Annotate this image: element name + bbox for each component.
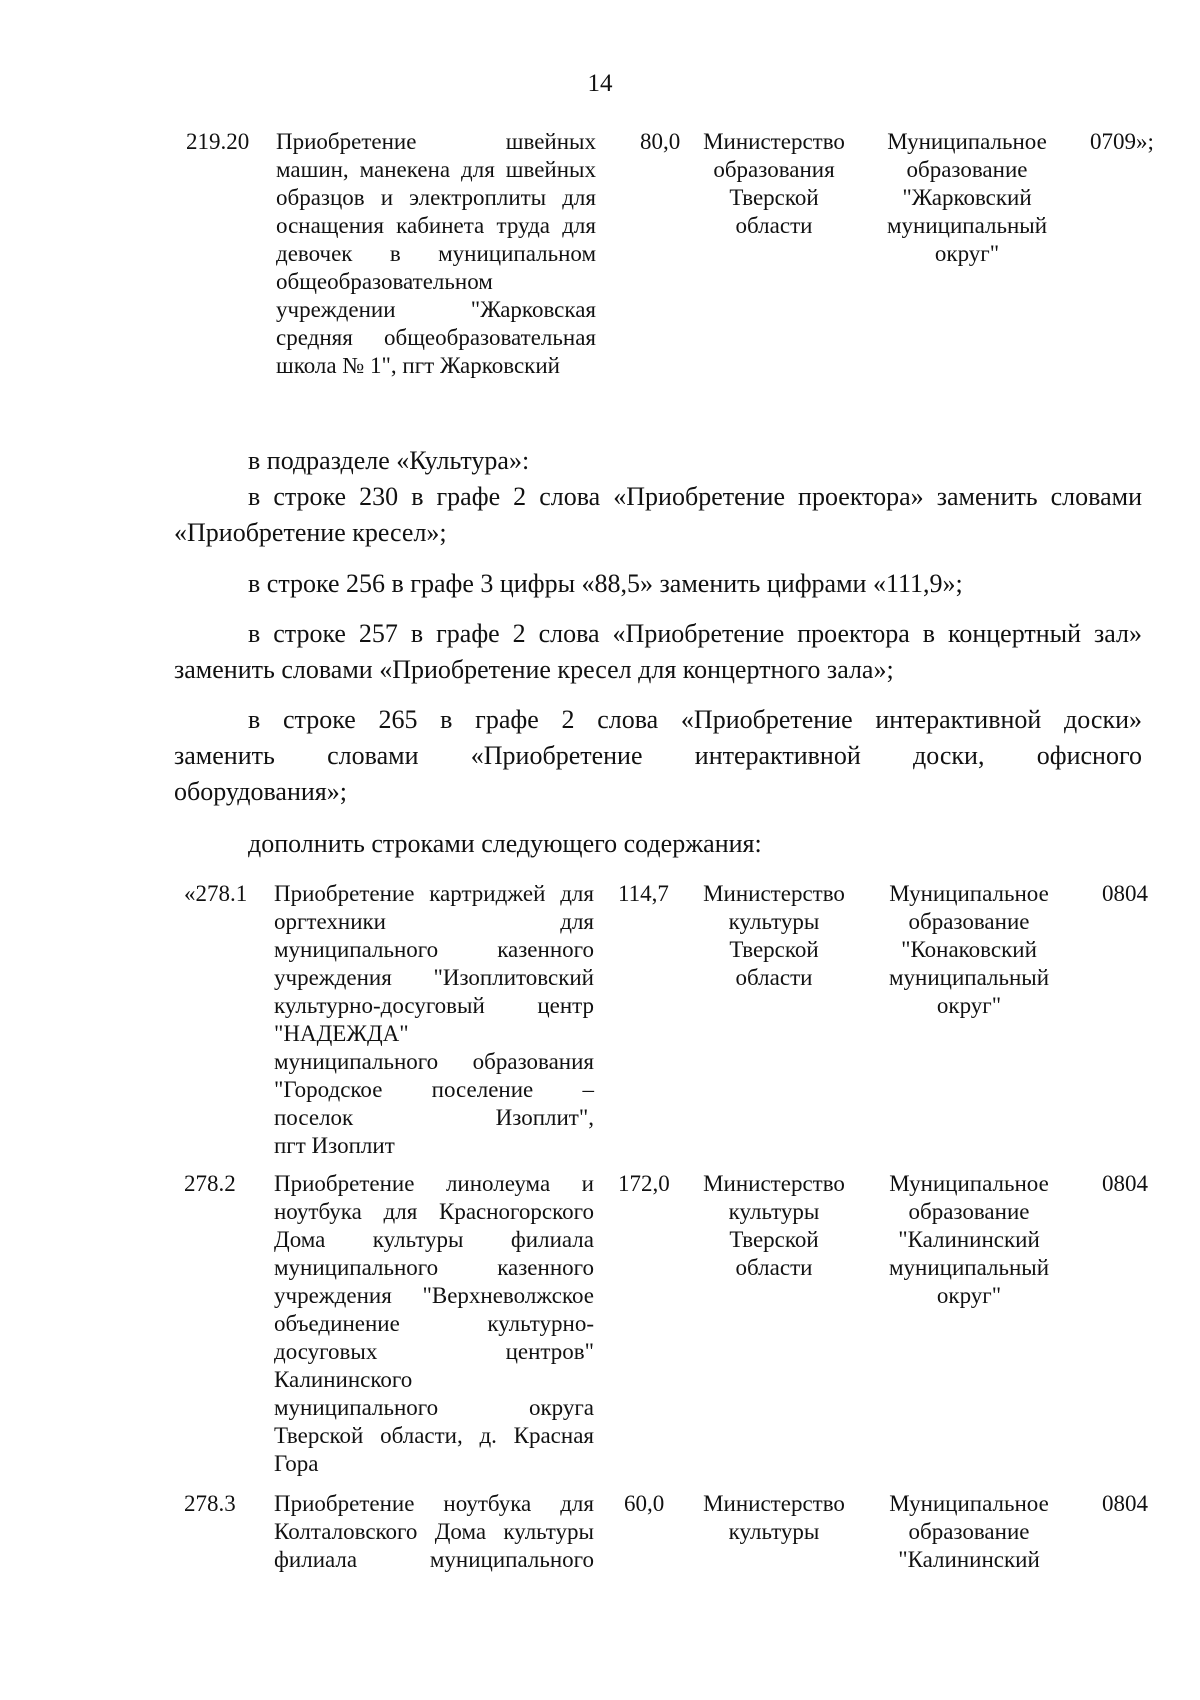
description-line: досуговых центров" bbox=[274, 1339, 594, 1364]
paragraph-row-256 bbox=[174, 566, 1142, 602]
description-line: Гора bbox=[274, 1451, 319, 1476]
description-line: Приобретение картриджей для bbox=[274, 881, 594, 906]
description-line: Тверской области, д. Красная bbox=[274, 1423, 594, 1448]
paragraph-line: «Приобретение кресел»; bbox=[174, 518, 447, 547]
description-line: школа № 1", пгт Жарковский bbox=[276, 353, 560, 378]
page-number: 14 bbox=[587, 70, 613, 97]
row-code: 0804 bbox=[1102, 1171, 1148, 1196]
ministry-line: культуры bbox=[728, 1199, 820, 1224]
row-municipality bbox=[869, 880, 1069, 1020]
municipality-line: "Конаковский bbox=[901, 937, 1037, 962]
municipality-line: муниципальный bbox=[886, 213, 1048, 238]
ministry-line: области bbox=[735, 965, 813, 990]
row-ministry bbox=[684, 128, 864, 240]
description-line: муниципального округа bbox=[274, 1395, 594, 1420]
description-line: Приобретение швейных bbox=[276, 129, 596, 154]
paragraph-line: заменить словами «Приобретение интерактивной доски, офисного bbox=[174, 741, 1142, 770]
ministry-line: Министерство bbox=[703, 1171, 845, 1196]
ministry-line: Тверской bbox=[729, 185, 819, 210]
description-line: филиала муниципального bbox=[274, 1547, 594, 1572]
municipality-line: Муниципальное bbox=[889, 1171, 1049, 1196]
ministry-line: области bbox=[735, 213, 813, 238]
municipality-line: образование bbox=[906, 157, 1028, 182]
paragraph-line: заменить словами «Приобретение кресел для концертного зала»; bbox=[174, 655, 894, 684]
ministry-line: Тверской bbox=[729, 1227, 819, 1252]
row-municipality bbox=[869, 1170, 1069, 1310]
row-description bbox=[276, 128, 596, 380]
description-line: учреждения "Изоплитовский bbox=[274, 965, 594, 990]
municipality-line: образование bbox=[908, 1519, 1030, 1544]
description-line: Приобретение линолеума и bbox=[274, 1171, 594, 1196]
row-municipality bbox=[869, 1490, 1069, 1574]
row-number: 278.2 bbox=[184, 1171, 236, 1196]
paragraph-row-257 bbox=[174, 616, 1142, 688]
description-line: ноутбука для Красногорского bbox=[274, 1199, 594, 1224]
row-ministry bbox=[684, 1170, 864, 1282]
table-row-278-2 bbox=[0, 1170, 1200, 1490]
description-line: учреждении "Жарковская bbox=[276, 297, 596, 322]
paragraph-line: в подразделе «Культура»: bbox=[248, 446, 530, 475]
row-ministry bbox=[684, 1490, 864, 1546]
row-ministry bbox=[684, 880, 864, 992]
row-amount: 80,0 bbox=[640, 129, 681, 154]
table-row-278-1 bbox=[0, 880, 1200, 1170]
description-line: средняя общеобразовательная bbox=[276, 325, 596, 350]
description-line: девочек в муниципальном bbox=[276, 241, 596, 266]
municipality-line: округ" bbox=[934, 241, 1000, 266]
row-number: 278.3 bbox=[184, 1491, 236, 1516]
table-row-219-20 bbox=[0, 128, 1200, 388]
description-line: Дома культуры филиала bbox=[274, 1227, 594, 1252]
description-line: культурно-досуговый центр bbox=[274, 993, 594, 1018]
row-description bbox=[274, 1170, 594, 1478]
paragraph-subsection bbox=[174, 443, 1142, 479]
municipality-line: "Калининский bbox=[898, 1547, 1040, 1572]
description-line: пгт Изоплит bbox=[274, 1133, 395, 1158]
description-line: Колталовского Дома культуры bbox=[274, 1519, 594, 1544]
municipality-line: округ" bbox=[936, 1283, 1002, 1308]
municipality-line: Муниципальное bbox=[889, 1491, 1049, 1516]
description-line: Калининского bbox=[274, 1367, 413, 1392]
paragraph-line: в строке 257 в графе 2 слова «Приобретение проектора в концертный зал» bbox=[248, 619, 1142, 648]
description-line: "НАДЕЖДА" bbox=[274, 1021, 409, 1046]
row-number: «278.1 bbox=[184, 881, 248, 906]
row-description bbox=[274, 1490, 594, 1574]
row-code: 0804 bbox=[1102, 881, 1148, 906]
description-line: объединение культурно- bbox=[274, 1311, 594, 1336]
municipality-line: муниципальный bbox=[888, 1255, 1050, 1280]
ministry-line: области bbox=[735, 1255, 813, 1280]
municipality-line: Муниципальное bbox=[889, 881, 1049, 906]
paragraph-line: в строке 256 в графе 3 цифры «88,5» заменить цифрами «111,9»; bbox=[248, 569, 963, 598]
description-line: "Городское поселение – bbox=[274, 1077, 594, 1102]
paragraph-line: оборудования»; bbox=[174, 777, 347, 806]
description-line: машин, манекена для швейных bbox=[276, 157, 596, 182]
row-amount: 114,7 bbox=[618, 881, 669, 906]
municipality-line: муниципальный bbox=[888, 965, 1050, 990]
ministry-line: Министерство bbox=[703, 881, 845, 906]
row-code: 0804 bbox=[1102, 1491, 1148, 1516]
row-municipality bbox=[867, 128, 1067, 268]
ministry-line: образования bbox=[713, 157, 835, 182]
paragraph-row-230 bbox=[174, 479, 1142, 551]
description-line: поселок Изоплит", bbox=[274, 1105, 594, 1130]
paragraph-line: дополнить строками следующего содержания: bbox=[248, 829, 762, 858]
ministry-line: Министерство bbox=[703, 129, 845, 154]
description-line: оргтехники для bbox=[274, 909, 594, 934]
row-amount: 60,0 bbox=[624, 1491, 665, 1516]
row-code: 0709»; bbox=[1090, 129, 1154, 154]
municipality-line: "Жарковский bbox=[902, 185, 1032, 210]
ministry-line: Тверской bbox=[729, 937, 819, 962]
ministry-line: культуры bbox=[728, 1519, 820, 1544]
row-number: 219.20 bbox=[186, 129, 250, 154]
paragraph-add-rows bbox=[174, 826, 1142, 862]
municipality-line: округ" bbox=[936, 993, 1002, 1018]
ministry-line: Министерство bbox=[703, 1491, 845, 1516]
municipality-line: образование bbox=[908, 909, 1030, 934]
description-line: общеобразовательном bbox=[276, 269, 493, 294]
description-line: муниципального казенного bbox=[274, 937, 594, 962]
municipality-line: образование bbox=[908, 1199, 1030, 1224]
municipality-line: "Калининский bbox=[898, 1227, 1040, 1252]
description-line: образцов и электроплиты для bbox=[276, 185, 596, 210]
row-amount: 172,0 bbox=[618, 1171, 670, 1196]
description-line: оснащения кабинета труда для bbox=[276, 213, 596, 238]
municipality-line: Муниципальное bbox=[887, 129, 1047, 154]
description-line: муниципального образования bbox=[274, 1049, 594, 1074]
description-line: муниципального казенного bbox=[274, 1255, 594, 1280]
ministry-line: культуры bbox=[728, 909, 820, 934]
description-line: Приобретение ноутбука для bbox=[274, 1491, 594, 1516]
paragraph-row-265 bbox=[174, 702, 1142, 810]
paragraph-line: в строке 265 в графе 2 слова «Приобретение интерактивной доски» bbox=[248, 705, 1142, 734]
table-row-278-3 bbox=[0, 1490, 1200, 1590]
paragraph-line: в строке 230 в графе 2 слова «Приобретение проектора» заменить словами bbox=[248, 482, 1142, 511]
description-line: учреждения "Верхневолжское bbox=[274, 1283, 594, 1308]
row-description bbox=[274, 880, 594, 1160]
